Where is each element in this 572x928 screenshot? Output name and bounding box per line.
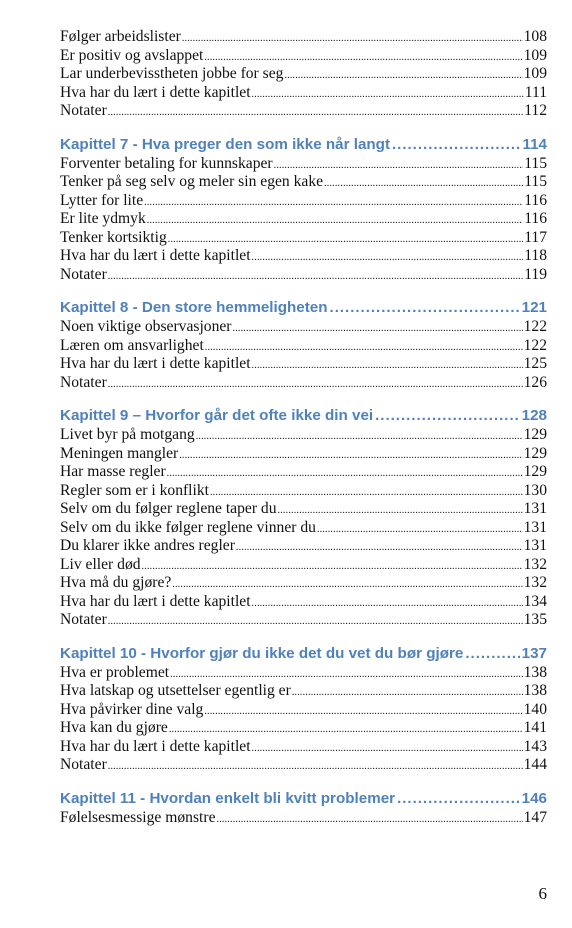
toc-leader-dots [292, 684, 523, 701]
toc-entry[interactable] [60, 374, 547, 393]
toc-entry-title: Har masse regler [60, 463, 166, 480]
toc-entry-title: Er positiv og avslappet [60, 46, 204, 64]
toc-leader-dots [317, 521, 523, 538]
toc-entry-title: Læren om ansvarlighet [60, 336, 204, 354]
toc-leader-dots [252, 249, 524, 266]
toc-leader-dots [144, 194, 523, 211]
toc-entry[interactable] [60, 809, 547, 828]
toc-chapter-heading[interactable] [60, 789, 547, 809]
toc-leader-dots [375, 406, 520, 426]
toc-entry[interactable] [60, 537, 547, 556]
toc-entry-page: 138 [523, 682, 547, 699]
toc-entry[interactable] [60, 519, 547, 538]
toc-entry[interactable] [60, 355, 547, 374]
toc-entry-page: 125 [523, 355, 547, 372]
toc-entry-page: 126 [523, 373, 547, 391]
toc-entry[interactable] [60, 28, 547, 47]
toc-entry-title: Lar underbevisstheten jobbe for seg [60, 65, 284, 82]
toc-entry-title: Hva kan du gjøre [60, 719, 168, 736]
toc-entry[interactable] [60, 445, 547, 464]
toc-entry[interactable] [60, 682, 547, 701]
toc-entry-page: 129 [523, 444, 547, 462]
toc-leader-dots [179, 447, 522, 464]
toc-leader-dots [252, 740, 523, 757]
toc-entry-page: 141 [523, 719, 547, 736]
toc-entry-page: 116 [524, 210, 547, 227]
toc-entry-title: Følelsesmessige mønstre [60, 808, 216, 826]
toc-leader-dots [108, 613, 523, 630]
toc-leader-dots [182, 30, 523, 47]
toc-entry-title: Kapittel 7 - Hva preger den som ikke når langt [60, 135, 391, 153]
toc-entry-title: Kapittel 10 - Hvorfor gjør du ikke det du vet du bør gjøre [60, 644, 464, 662]
toc-entry-page: 118 [524, 247, 547, 264]
toc-entry-title: Liv eller død [60, 555, 141, 573]
toc-entry-page: 132 [523, 574, 547, 591]
toc-entry-page: 129 [523, 426, 547, 443]
toc-entry-page: 137 [521, 644, 547, 662]
toc-entry-page: 116 [524, 191, 547, 209]
toc-leader-dots [147, 212, 523, 229]
toc-entry-title: Notater [60, 265, 107, 283]
toc-leader-dots [465, 644, 519, 664]
toc-entry-title: Tenker kortsiktig [60, 228, 167, 246]
toc-entry-page: 122 [523, 336, 547, 354]
toc-entry-title: Noen viktige observasjoner [60, 318, 232, 335]
toc-entry-page: 114 [522, 135, 547, 153]
toc-entry[interactable] [60, 500, 547, 519]
toc-entry-title: Hva har du lært i dette kapitlet [60, 355, 251, 372]
toc-entry[interactable] [60, 84, 547, 103]
toc-leader-dots [397, 789, 520, 809]
toc-entry-title: Selv om du ikke følger reglene vinner du [60, 518, 316, 536]
toc-entry-page: 117 [524, 228, 547, 246]
toc-entry-page: 130 [523, 481, 547, 499]
toc-leader-dots [210, 484, 523, 501]
toc-entry-title: Notater [60, 102, 107, 119]
toc-entry-page: 108 [523, 28, 547, 45]
toc-leader-dots [204, 49, 522, 66]
toc-entry-title: Tenker på seg selv og meler sin egen kake [60, 173, 324, 190]
toc-entry[interactable] [60, 719, 547, 738]
toc-entry-page: 115 [524, 154, 547, 172]
toc-entry-title: Hva må du gjøre? [60, 574, 172, 591]
toc-entry[interactable] [60, 192, 547, 211]
toc-leader-dots [108, 268, 523, 285]
toc-entry[interactable] [60, 426, 547, 445]
toc-entry-page: 121 [521, 299, 547, 316]
page-number: 6 [538, 884, 547, 903]
toc-entry[interactable] [60, 337, 547, 356]
toc-entry[interactable] [60, 664, 547, 683]
toc-entry-title: Hva påvirker dine valg [60, 700, 204, 718]
toc-entry-title: Notater [60, 756, 107, 773]
toc-entry-page: 122 [523, 318, 547, 335]
toc-entry-title: Lytter for lite [60, 191, 144, 209]
toc-entry[interactable] [60, 611, 547, 630]
table-of-contents [60, 28, 547, 827]
toc-entry-page: 144 [523, 756, 547, 773]
toc-entry[interactable] [60, 318, 547, 337]
toc-entry[interactable] [60, 574, 547, 593]
toc-entry-title: Notater [60, 611, 107, 628]
toc-entry[interactable] [60, 463, 547, 482]
toc-leader-dots [324, 175, 523, 192]
toc-entry[interactable] [60, 155, 547, 174]
toc-entry-page: 109 [523, 46, 547, 64]
toc-entry-page: 135 [523, 611, 547, 628]
toc-leader-dots [142, 558, 523, 575]
toc-entry[interactable] [60, 210, 547, 229]
toc-entry[interactable] [60, 47, 547, 66]
toc-entry-page: 138 [523, 663, 547, 681]
toc-leader-dots [108, 758, 523, 775]
toc-entry[interactable] [60, 593, 547, 612]
toc-entry-title: Selv om du følger reglene taper du [60, 500, 277, 517]
toc-chapter-heading[interactable] [60, 135, 547, 155]
toc-entry-page: 143 [523, 737, 547, 755]
toc-entry-page: 115 [524, 173, 547, 190]
toc-entry[interactable] [60, 266, 547, 285]
toc-entry-page: 112 [524, 102, 547, 119]
toc-entry-page: 147 [523, 808, 547, 826]
toc-entry-title: Er lite ydmyk [60, 210, 146, 227]
toc-leader-dots [169, 721, 523, 738]
toc-leader-dots [217, 811, 523, 828]
toc-leader-dots [252, 86, 524, 103]
toc-leader-dots [330, 298, 520, 318]
toc-entry[interactable] [60, 701, 547, 720]
toc-entry[interactable] [60, 247, 547, 266]
toc-leader-dots [108, 376, 523, 393]
toc-leader-dots [205, 339, 523, 356]
toc-entry[interactable] [60, 556, 547, 575]
toc-entry-title: Livet byr på motgang [60, 426, 195, 443]
toc-entry-title: Kapittel 8 - Den store hemmeligheten [60, 299, 328, 316]
toc-entry-title: Kapittel 11 - Hvordan enkelt bli kvitt problemer [60, 789, 396, 807]
toc-entry-page: 131 [523, 537, 547, 554]
toc-leader-dots [278, 502, 523, 519]
toc-entry[interactable] [60, 482, 547, 501]
toc-entry-title: Hva har du lært i dette kapitlet [60, 592, 251, 610]
toc-leader-dots [236, 539, 523, 556]
toc-entry-title: Regler som er i konflikt [60, 481, 209, 499]
toc-entry-page: 109 [523, 65, 547, 82]
toc-leader-dots [167, 465, 523, 482]
toc-entry-title: Følger arbeidslister [60, 28, 181, 45]
toc-entry[interactable] [60, 173, 547, 192]
toc-entry-page: 129 [523, 463, 547, 480]
toc-leader-dots [108, 104, 523, 121]
toc-leader-dots [284, 67, 522, 84]
toc-leader-dots [172, 576, 522, 593]
toc-entry-page: 132 [523, 555, 547, 573]
toc-entry-page: 131 [523, 518, 547, 536]
toc-entry-title: Kapittel 9 – Hvorfor går det ofte ikke din vei [60, 407, 374, 424]
toc-entry[interactable] [60, 102, 547, 121]
toc-entry-page: 140 [523, 700, 547, 718]
toc-leader-dots [170, 666, 522, 683]
toc-entry-page: 111 [524, 83, 547, 101]
toc-chapter-heading[interactable] [60, 298, 547, 318]
toc-entry-title: Hva har du lært i dette kapitlet [60, 247, 251, 264]
toc-chapter-heading[interactable] [60, 406, 547, 426]
toc-leader-dots [168, 231, 523, 248]
toc-entry[interactable] [60, 738, 547, 757]
toc-leader-dots [204, 703, 522, 720]
toc-entry-title: Forventer betaling for kunnskaper [60, 154, 273, 172]
toc-entry-title: Hva er problemet [60, 663, 170, 681]
toc-entry-page: 131 [523, 500, 547, 517]
toc-entry[interactable] [60, 65, 547, 84]
toc-chapter-heading[interactable] [60, 644, 547, 664]
toc-leader-dots [392, 135, 520, 155]
toc-entry-title: Notater [60, 373, 107, 391]
toc-leader-dots [252, 357, 523, 374]
toc-entry-page: 119 [524, 265, 547, 283]
toc-entry-page: 134 [523, 592, 547, 610]
toc-entry-title: Hva har du lært i dette kapitlet [60, 737, 251, 755]
toc-entry-title: Du klarer ikke andres regler [60, 537, 235, 554]
toc-entry-page: 128 [521, 407, 547, 424]
toc-leader-dots [233, 320, 523, 337]
toc-entry-title: Meningen mangler [60, 444, 179, 462]
toc-leader-dots [196, 428, 523, 445]
toc-leader-dots [274, 157, 524, 174]
toc-leader-dots [252, 595, 523, 612]
toc-entry-title: Hva har du lært i dette kapitlet [60, 83, 251, 101]
toc-entry-title: Hva latskap og utsettelser egentlig er [60, 682, 291, 699]
toc-entry[interactable] [60, 756, 547, 775]
toc-entry-page: 146 [521, 789, 547, 807]
toc-entry[interactable] [60, 229, 547, 248]
